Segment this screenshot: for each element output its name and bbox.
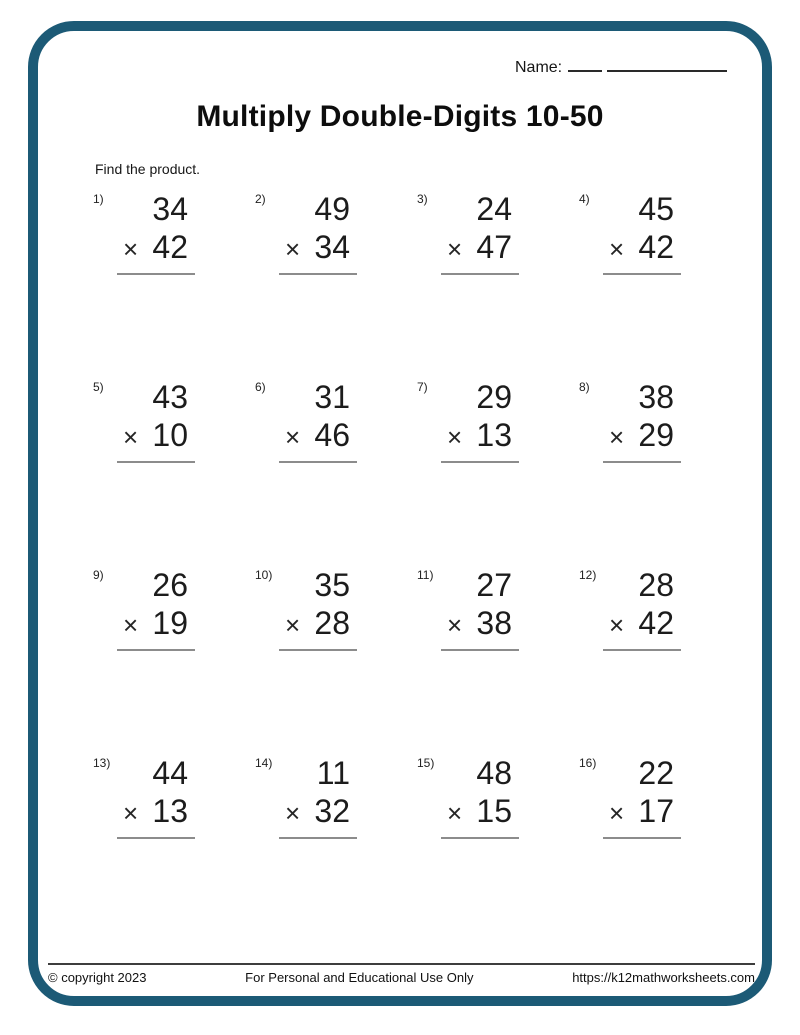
problem <box>255 188 417 376</box>
answer-underline <box>603 792 681 839</box>
problem <box>417 564 579 752</box>
multiply-icon: × <box>609 610 625 640</box>
multiplier: 13 <box>476 417 512 453</box>
answer-underline <box>117 604 195 651</box>
multiplicand: 29 <box>476 379 512 415</box>
problem-body <box>117 754 195 839</box>
answer-underline <box>441 604 519 651</box>
answer-underline <box>279 604 357 651</box>
problem-body <box>279 378 357 463</box>
multiplicand: 28 <box>638 567 674 603</box>
footer-usage: For Personal and Educational Use Only <box>245 970 474 985</box>
problem-body <box>603 566 681 651</box>
multiplier: 32 <box>314 793 350 829</box>
problem <box>417 188 579 376</box>
problem <box>579 188 741 376</box>
multiplicand: 22 <box>638 755 674 791</box>
multiplier: 47 <box>476 229 512 265</box>
problem <box>417 752 579 940</box>
problem-body <box>603 754 681 839</box>
problem-number: 15) <box>417 756 435 770</box>
multiplier: 19 <box>152 605 188 641</box>
multiplicand: 26 <box>152 567 188 603</box>
problem <box>417 376 579 564</box>
problem-body <box>603 190 681 275</box>
problem-body <box>279 566 357 651</box>
multiplicand: 43 <box>152 379 188 415</box>
name-blank-line <box>607 56 727 72</box>
problem-body <box>117 566 195 651</box>
multiply-icon: × <box>285 422 301 452</box>
problem-body <box>603 378 681 463</box>
multiply-icon: × <box>123 610 139 640</box>
problem-number: 16) <box>579 756 597 770</box>
multiplier: 10 <box>152 417 188 453</box>
name-blank-line <box>568 56 602 72</box>
multiply-icon: × <box>609 798 625 828</box>
footer-copyright: © copyright 2023 <box>48 970 147 985</box>
answer-underline <box>279 792 357 839</box>
problem-number: 1) <box>93 192 104 206</box>
multiply-icon: × <box>123 422 139 452</box>
problem-body <box>279 754 357 839</box>
multiplicand: 44 <box>152 755 188 791</box>
page-title: Multiply Double-Digits 10-50 <box>196 100 604 133</box>
problem <box>255 564 417 752</box>
answer-underline <box>117 416 195 463</box>
multiplier: 13 <box>152 793 188 829</box>
multiplicand: 48 <box>476 755 512 791</box>
multiplicand: 35 <box>314 567 350 603</box>
multiplicand: 34 <box>152 191 188 227</box>
problem-number: 11) <box>417 568 434 582</box>
multiply-icon: × <box>123 234 139 264</box>
multiplicand: 38 <box>638 379 674 415</box>
multiplier: 17 <box>638 793 674 829</box>
problem-number: 5) <box>93 380 104 394</box>
problem-number: 2) <box>255 192 266 206</box>
multiplicand: 11 <box>316 755 350 791</box>
multiplicand: 45 <box>638 191 674 227</box>
name-label: Name: <box>515 59 563 76</box>
answer-underline <box>603 604 681 651</box>
problem-body <box>117 190 195 275</box>
instruction-text: Find the product. <box>95 161 201 177</box>
multiplicand: 31 <box>314 379 350 415</box>
footer <box>48 970 755 985</box>
multiply-icon: × <box>609 422 625 452</box>
problem <box>579 752 741 940</box>
problem <box>579 376 741 564</box>
problem-body <box>441 190 519 275</box>
multiplier: 38 <box>476 605 512 641</box>
problem-body <box>117 378 195 463</box>
answer-underline <box>279 228 357 275</box>
problem-body <box>441 378 519 463</box>
problem-number: 9) <box>93 568 104 582</box>
problem-number: 7) <box>417 380 428 394</box>
problem <box>255 376 417 564</box>
problem-number: 12) <box>579 568 597 582</box>
answer-underline <box>603 228 681 275</box>
answer-underline <box>441 416 519 463</box>
problem-number: 14) <box>255 756 273 770</box>
answer-underline <box>117 228 195 275</box>
multiply-icon: × <box>285 798 301 828</box>
problems-grid <box>93 188 741 940</box>
multiply-icon: × <box>447 422 463 452</box>
multiplicand: 49 <box>314 191 350 227</box>
footer-divider <box>48 963 755 965</box>
problem-number: 8) <box>579 380 590 394</box>
multiplicand: 24 <box>476 191 512 227</box>
multiplier: 29 <box>638 417 674 453</box>
multiply-icon: × <box>447 798 463 828</box>
problem <box>93 188 255 376</box>
multiplier: 46 <box>314 417 350 453</box>
multiply-icon: × <box>447 610 463 640</box>
multiplier: 42 <box>152 229 188 265</box>
problem-number: 3) <box>417 192 428 206</box>
problem <box>93 564 255 752</box>
name-field <box>515 56 727 77</box>
multiply-icon: × <box>447 234 463 264</box>
problem-body <box>441 754 519 839</box>
multiplier: 15 <box>476 793 512 829</box>
answer-underline <box>603 416 681 463</box>
multiply-icon: × <box>285 234 301 264</box>
multiplier: 28 <box>314 605 350 641</box>
multiplier: 34 <box>314 229 350 265</box>
multiplicand: 27 <box>476 567 512 603</box>
answer-underline <box>117 792 195 839</box>
problem-number: 4) <box>579 192 590 206</box>
multiplier: 42 <box>638 605 674 641</box>
multiply-icon: × <box>609 234 625 264</box>
multiply-icon: × <box>285 610 301 640</box>
problem <box>93 376 255 564</box>
multiplier: 42 <box>638 229 674 265</box>
problem <box>255 752 417 940</box>
answer-underline <box>441 792 519 839</box>
problem <box>93 752 255 940</box>
problem-body <box>441 566 519 651</box>
problem <box>579 564 741 752</box>
answer-underline <box>279 416 357 463</box>
problem-number: 13) <box>93 756 111 770</box>
problem-body <box>279 190 357 275</box>
footer-url: https://k12mathworksheets.com <box>572 970 755 985</box>
problem-number: 10) <box>255 568 273 582</box>
multiply-icon: × <box>123 798 139 828</box>
answer-underline <box>441 228 519 275</box>
problem-number: 6) <box>255 380 266 394</box>
